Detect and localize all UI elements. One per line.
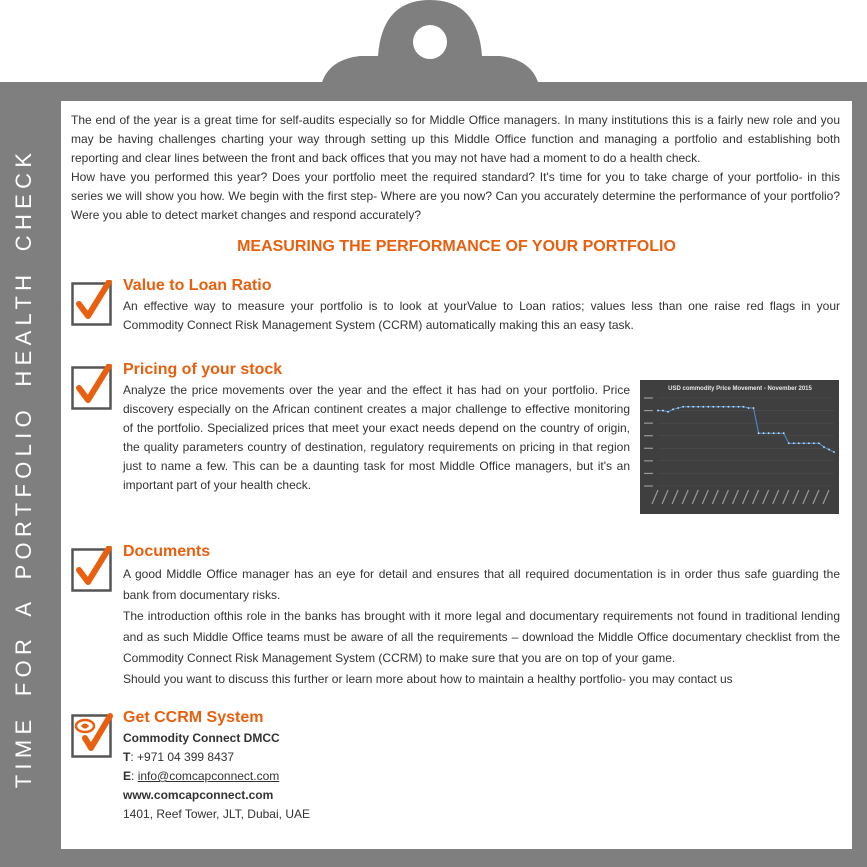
chart-point	[743, 406, 745, 408]
chart-x-tick-label	[823, 490, 829, 504]
chart-grid	[658, 398, 834, 486]
chart-point	[803, 442, 805, 444]
email-separator: :	[131, 769, 138, 783]
documents-paragraph-2: The introduction ofthis role in the banks has brought with it more legal and documentary requirements not found in traditional lending and as such Middle Office teams must be aware of all the requirements – download the Middle Office documentary checklist from the Commodity Connect Risk Management System (CCRM) to make sure that you are on top of your game.	[123, 609, 840, 665]
chart-x-tick-label	[773, 490, 779, 504]
chart-point	[717, 406, 719, 408]
address: 1401, Reef Tower, JLT, Dubai, UAE	[123, 807, 310, 821]
chart-point	[733, 406, 735, 408]
chart-point	[667, 411, 669, 413]
chart-point	[798, 442, 800, 444]
clipboard-clip-icon	[320, 0, 540, 90]
chart-point	[657, 410, 659, 412]
chart-x-tick-label	[662, 490, 668, 504]
chart-point	[687, 406, 689, 408]
chart-x-tick-label	[652, 490, 658, 504]
chart-point	[768, 432, 770, 434]
chart-point	[753, 407, 755, 409]
chart-x-tick-label	[732, 490, 738, 504]
documents-body	[123, 564, 840, 690]
chart-x-tick-label	[783, 490, 789, 504]
chart-point	[758, 432, 760, 434]
chart-x-tick-label	[803, 490, 809, 504]
phone-number: : +971 04 399 8437	[130, 750, 235, 764]
chart-point	[808, 442, 810, 444]
chart-x-tick-label	[743, 490, 749, 504]
chart-point	[813, 442, 815, 444]
checkbox-check-icon	[71, 546, 113, 592]
company-name: Commodity Connect DMCC	[123, 731, 280, 745]
chart-point	[773, 432, 775, 434]
chart-x-tick-label	[682, 490, 688, 504]
chart-x-tick-label	[702, 490, 708, 504]
chart-point	[697, 406, 699, 408]
chart-x-tick-label	[793, 490, 799, 504]
checkbox-check-icon	[71, 280, 113, 326]
pricing-title: Pricing of your stock	[123, 361, 283, 378]
chart-point	[793, 442, 795, 444]
chart-point	[783, 432, 785, 434]
chart-point	[763, 432, 765, 434]
chart-x-tick-label	[722, 490, 728, 504]
intro-paragraph-2: How have you performed this year? Does your portfolio meet the required standard? It's time for you to take charge of your portfolio- in this series we will show you how. We begin with the first step- Where are you now? Can you accurately determine the performance of your portfolio? Were you able to detect market changes and respond accurately?	[71, 170, 840, 222]
chart-point	[692, 406, 694, 408]
chart-point	[682, 406, 684, 408]
email-label: E	[123, 769, 132, 783]
price-movement-chart	[640, 380, 839, 514]
chart-x-tick-label	[672, 490, 678, 504]
documents-paragraph-1: A good Middle Office manager has an eye for detail and ensures that all required documentation is in order thus safe guarding the bank from documentary risks.	[123, 567, 840, 602]
chart-title: USD commodity Price Movement - November 2015	[668, 386, 812, 392]
chart-point	[748, 407, 750, 409]
chart-point	[712, 406, 714, 408]
checkbox-check-icon	[71, 364, 113, 410]
chart-point	[828, 449, 830, 451]
chart-x-tick-label	[763, 490, 769, 504]
value-to-loan-body: An effective way to measure your portfolio is to look at yourValue to Loan ratios; values less than one raise red flags in your Commodity Connect Risk Management System (CCRM) automatically making this an easy task.	[123, 299, 840, 332]
contact-block	[123, 729, 523, 824]
chart-ticks	[644, 398, 829, 504]
paper-sheet	[61, 101, 852, 849]
website-link[interactable]: www.comcapconnect.com	[123, 788, 274, 802]
pricing-body: Analyze the price movements over the year and the effect it has had on your portfolio. Price discovery especially on the African continent creates a major challenge to effective monitoring of the portfolio. Specialized prices that meet your exact needs depend on the country of origin, the quality parameters country of destination, regulatory requirements on pricing in that region just to name a few. This can be a daunting task for most Middle Office managers, but it's an important part of your health check.	[123, 383, 630, 492]
chart-point	[702, 406, 704, 408]
email-link[interactable]: info@comcapconnect.com	[137, 769, 280, 783]
chart-point	[738, 406, 740, 408]
chart-x-tick-label	[813, 490, 819, 504]
side-title-text: TIME FOR A PORTFOLIO HEALTH CHECK	[11, 147, 36, 789]
chart-point	[818, 442, 820, 444]
phone-label: T	[123, 750, 131, 764]
chart-point	[672, 408, 674, 410]
value-to-loan-title: Value to Loan Ratio	[123, 277, 272, 294]
chart-series-line	[658, 407, 834, 452]
chart-point	[662, 410, 664, 412]
chart-x-tick-label	[712, 490, 718, 504]
chart-point	[677, 407, 679, 409]
chart-point	[833, 451, 835, 453]
documents-paragraph-3: Should you want to discuss this further or learn more about how to maintain a healthy portfolio- you may contact us	[123, 672, 733, 686]
chart-points	[657, 406, 835, 453]
chart-x-tick-label	[692, 490, 698, 504]
documents-title: Documents	[123, 543, 211, 560]
chart-x-tick-label	[753, 490, 759, 504]
main-heading: MEASURING THE PERFORMANCE OF YOUR PORTFOLIO	[237, 238, 676, 255]
chart-point	[823, 446, 825, 448]
chart-point	[707, 406, 709, 408]
chart-point	[778, 432, 780, 434]
ccrm-logo-check-icon	[71, 712, 113, 758]
chart-point	[722, 406, 724, 408]
chart-point	[788, 442, 790, 444]
ccrm-title: Get CCRM System	[123, 709, 264, 726]
chart-point	[728, 406, 730, 408]
intro-paragraph-1: The end of the year is a great time for self-audits especially so for Middle Office managers. In many institutions this is a fairly new role and you may be having challenges charting your way through setting up this Middle Office function and managing a portfolio and establishing both reporting and clear lines between the front and back offices that you may not have had a moment to do a health check.	[71, 113, 840, 165]
intro-text	[71, 111, 840, 225]
